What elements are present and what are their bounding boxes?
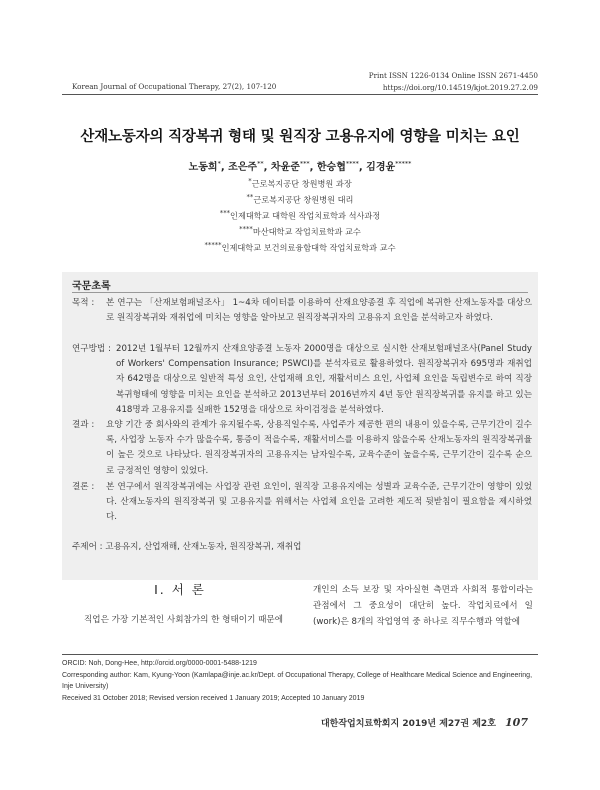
affiliation-text: 인제대학교 보건의료융합대학 작업치료학과 교수	[221, 242, 396, 253]
author-list: 노동희*, 조은주**, 차윤준***, 한승협****, 김경윤*****	[188, 159, 412, 173]
footnote-rule	[62, 654, 538, 655]
doi-link[interactable]: https://doi.org/10.14519/kjot.2019.27.2.09	[382, 83, 538, 92]
author-mark: *	[217, 159, 221, 168]
author-mark: ****	[345, 159, 359, 168]
affiliation-mark: *****	[204, 241, 222, 249]
issn-doi-block	[369, 70, 538, 94]
author-name: 노동희	[188, 162, 218, 173]
received-dates: Received 31 October 2018; Revised version received 1 January 2019; Accepted 10 January 2019	[62, 694, 365, 702]
affiliation-mark: ***	[219, 209, 231, 217]
affiliation	[0, 241, 600, 254]
abstract-results	[72, 418, 532, 479]
body-text-right: 개인의 소득 보장 및 자아실현 측면과 사회적 통합이라는 관점에서 그 중요성이 대단히 높다. 작업치료에서 일(work)은 8개의 작업영역 중 하나로 직무수행과 역할에	[313, 585, 533, 627]
corresponding-author: Corresponding author: Kam, Kyung-Yoon (Kamlapa@inje.ac.kr/Dept. of Occupational Therapy, College of Healthcare Medical Science and Engineering, Inje University)	[62, 671, 533, 691]
keywords	[72, 540, 301, 552]
section-label: 결과 :	[72, 420, 95, 430]
abstract-purpose	[72, 296, 532, 326]
keywords-label: 주제어 :	[72, 542, 103, 552]
author-name: 조은주	[228, 162, 258, 173]
journal-citation: Korean Journal of Occupational Therapy, 27(2), 107-120	[72, 82, 277, 91]
abstract-conclusion	[72, 480, 532, 526]
affiliation	[0, 225, 600, 238]
section-text: 2012년 1월부터 12월까지 산재요양종결 노동자 2000명을 대상으로 실시한 산재보험패널조사(Panel Study of Workers' Compensation Insurance; PSWCI)를 분석자료로 활용하였다. 원직장복귀자 695명과 재취업자 642명을 대상으로 일반적 특성 요인, 산업재해 요인, 재활서비스 요인, 사업체 요인을 독립변수로 하여 직장복귀형태에 영향을 미치는 요인을 분석하고 2013년부터 2016년까지 4년 동안 원직장복귀를 유지를 하고 있는 418명과 고용유지를 실패한 152명을 대상으로 차이검정을 분석하였다.	[116, 344, 532, 415]
page-footer	[321, 716, 528, 729]
affiliation	[0, 209, 600, 222]
section-text: 본 연구는 「산재보험패널조사」 1~4차 데이터를 이용하여 산재요양종결 후 직업에 복귀한 산재노동자를 대상으로 원직장복귀와 재취업에 미치는 영향을 알아보고 원직장복귀자의 고용유지 요인을 분석하고자 하였다.	[106, 298, 532, 324]
affiliation-mark: **	[246, 193, 254, 201]
affiliation	[0, 193, 600, 206]
abstract-methods	[72, 342, 532, 418]
author-name: 김경윤	[366, 162, 396, 173]
section-label: 연구방법 :	[72, 344, 111, 354]
body-text-left: 직업은 가장 기본적인 사회참가의 한 형태이기 때문에	[84, 615, 284, 625]
section-heading-intro: Ⅰ. 서 론	[154, 582, 206, 597]
header-rule	[62, 94, 538, 95]
footnote-block	[62, 658, 538, 704]
section-text: 본 연구에서 원직장복귀에는 사업장 관련 요인이, 원직장 고용유지에는 성별과 교육수준, 근무기간이 영향이 있었다. 산재노동자의 원직장복귀 및 고용유지를 위해서는 사업체 요인을 고려한 제도적 뒷받침이 필요함을 제시하였다.	[106, 482, 532, 523]
section-text: 요양 기간 중 회사와의 관계가 유지될수록, 상용직일수록, 사업주가 제공한 편의 내용이 있을수록, 근무기간이 길수록, 사업장 노동자 수가 많을수록, 통증이 적을수록, 재활서비스를 이용하지 않을수록 산재노동자의 원직장복귀율이 높은 것으로 나타났다. 원직장복귀자의 고용유지는 남자일수록, 교육수준이 높을수록, 근무기간이 길수록 순으로 긍정적인 영향이 있었다.	[106, 420, 532, 476]
orcid-line: ORCID: Noh, Dong-Hee, http://orcid.org/0000-0001-5488-1219	[62, 660, 257, 667]
abstract-rule	[72, 292, 528, 293]
abstract-heading: 국문초록	[72, 281, 111, 292]
author-mark: ***	[299, 159, 310, 168]
page-number: 107	[505, 716, 528, 729]
author-mark: *****	[395, 159, 412, 168]
section-label: 결론 :	[72, 482, 95, 492]
author-name: 차윤준	[270, 162, 300, 173]
affiliation	[0, 177, 600, 190]
footer-journal: 대한작업치료학회지 2019년 제27권 제2호	[320, 719, 496, 729]
author-name: 한승협	[316, 162, 346, 173]
affiliation-mark: *	[248, 177, 252, 185]
affiliation-text: 마산대학교 작업치료학과 교수	[252, 226, 361, 237]
section-label: 목적 :	[72, 298, 95, 308]
author-mark: **	[257, 159, 264, 168]
affiliation-text: 근로복지공단 창원병원 과장	[251, 178, 352, 189]
affiliation-text: 인제대학교 대학원 작업치료학과 석사과정	[230, 210, 381, 221]
keywords-text: 고용유지, 산업재해, 산재노동자, 원직장복귀, 재취업	[105, 542, 302, 552]
affiliation-text: 근로복지공단 창원병원 대리	[253, 194, 354, 205]
issn-line: Print ISSN 1226-0134 Online ISSN 2671-4450	[368, 71, 538, 80]
affiliation-mark: ****	[239, 225, 253, 233]
paper-title: 산재노동자의 직장복귀 형태 및 원직장 고용유지에 영향을 미치는 요인	[80, 129, 520, 145]
